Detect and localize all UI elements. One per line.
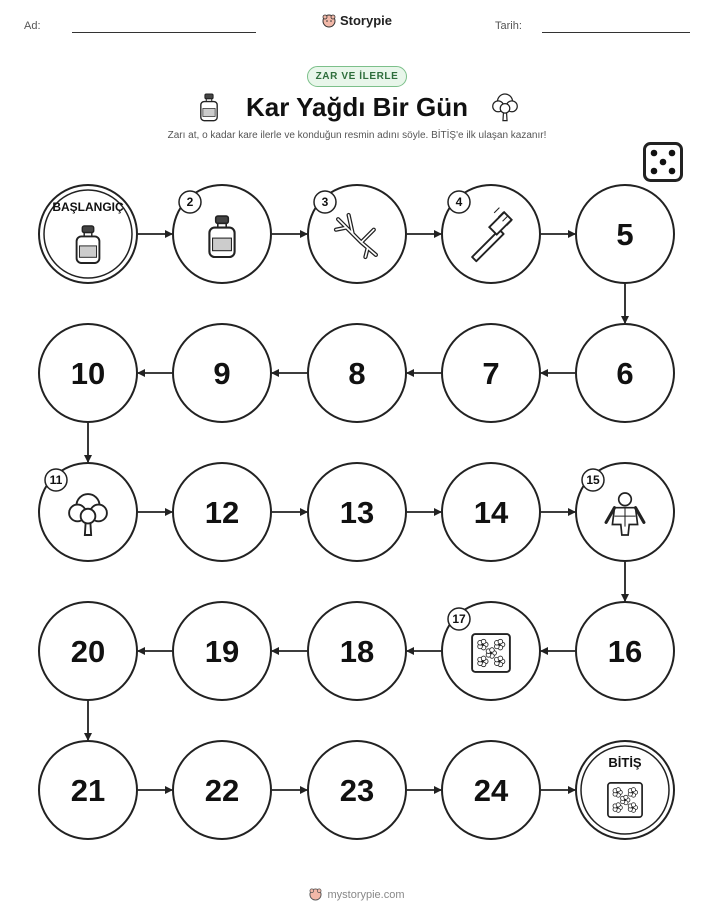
board-space-5 <box>576 185 674 283</box>
board-space-19 <box>173 602 271 700</box>
board-space-24 <box>442 741 540 839</box>
space-number: 19 <box>204 634 240 669</box>
board-space-18 <box>308 602 406 700</box>
board-space-8 <box>308 324 406 422</box>
space-number: 9 <box>213 356 231 391</box>
space-number: 24 <box>473 773 509 808</box>
space-number-badge: 4 <box>455 195 463 209</box>
brand-name: Storypie <box>339 13 392 28</box>
space-number: 12 <box>204 495 240 530</box>
board-space-16 <box>576 602 674 700</box>
space-number: 16 <box>607 634 643 669</box>
board-space-14 <box>442 463 540 561</box>
footer <box>0 888 714 901</box>
space-number-badge: 3 <box>321 195 329 209</box>
space-number: 14 <box>473 495 509 530</box>
board-space-3 <box>308 185 406 283</box>
space-number-badge: 2 <box>186 195 194 209</box>
page-title: Kar Yağdı Bir Gün <box>245 91 468 122</box>
board-space-12 <box>173 463 271 561</box>
footer-url: mystorypie.com <box>327 888 405 901</box>
space-number-badge: 11 <box>49 473 63 487</box>
space-number-badge: 15 <box>586 473 600 487</box>
flower-blanket-icon <box>472 634 510 672</box>
board-space-7 <box>442 324 540 422</box>
space-number: 10 <box>70 356 106 391</box>
board-space-21 <box>39 741 137 839</box>
name-label: Ad: <box>24 20 41 32</box>
board-space-13 <box>308 463 406 561</box>
start-label: BAŞLANGIÇ <box>52 200 124 214</box>
space-number: 7 <box>482 356 500 391</box>
finish-label: BİTİŞ <box>608 755 642 770</box>
space-number: 13 <box>339 495 375 530</box>
board-space-22 <box>173 741 271 839</box>
board-space-6 <box>576 324 674 422</box>
game-type-badge: ZAR VE İLERLE <box>307 66 407 87</box>
space-number: 8 <box>348 356 366 391</box>
flower-blanket-icon <box>608 783 642 817</box>
space-number: 23 <box>339 773 375 808</box>
storypie-logo-icon <box>309 888 322 901</box>
space-number: 22 <box>204 773 240 808</box>
board-space-20 <box>39 602 137 700</box>
space-number: 6 <box>616 356 634 391</box>
space-number: 18 <box>339 634 375 669</box>
space-number: 5 <box>616 217 634 252</box>
instructions: Zarı at, o kadar kare ilerle ve konduğun resmin adını söyle. BİTİŞ'e ilk ulaşan kazanır! <box>167 130 547 141</box>
board-space-9 <box>173 324 271 422</box>
date-label: Tarih: <box>495 20 522 32</box>
board-space-10 <box>39 324 137 422</box>
board-space-4 <box>442 185 540 283</box>
board-space-23 <box>308 741 406 839</box>
space-number: 21 <box>70 773 106 808</box>
space-number: 20 <box>70 634 106 669</box>
space-number-badge: 17 <box>452 612 466 626</box>
